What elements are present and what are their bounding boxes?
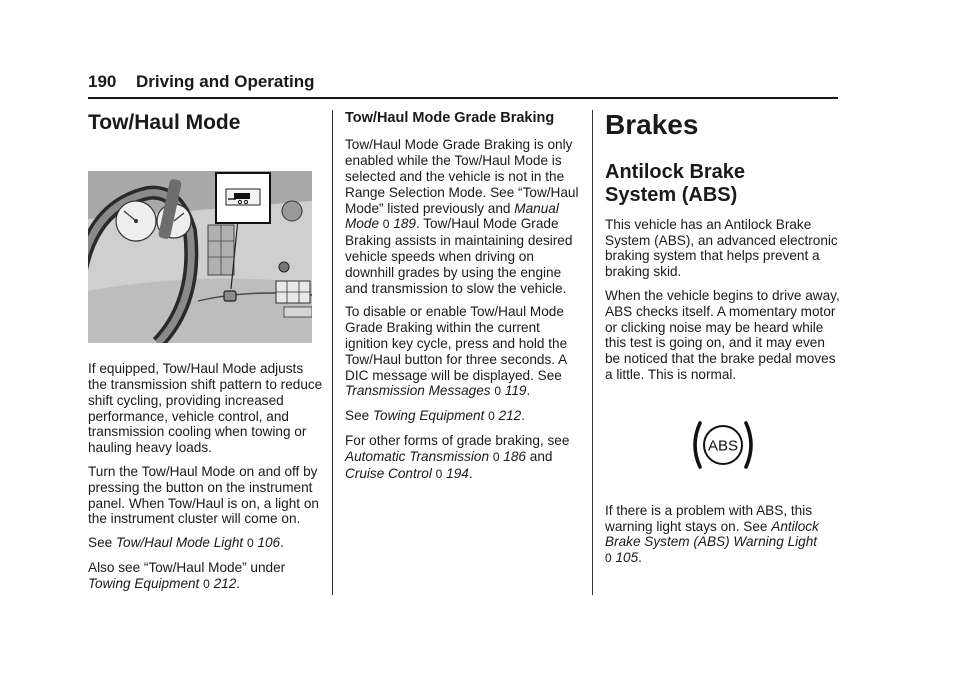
- brakes-heading: Brakes: [605, 109, 699, 140]
- ref-symbol: 0: [382, 217, 390, 232]
- ref-symbol: 0: [246, 536, 254, 551]
- ref-symbol: 0: [494, 384, 502, 399]
- abs-warning-icon: [690, 419, 756, 471]
- abs-warning-symbol: [605, 419, 841, 471]
- column-divider-2: [592, 110, 593, 595]
- abs-paragraph-3: If there is a problem with ABS, this warning light stays on. See Antilock Brake System (ABS) Warning Light 0 105.: [605, 502, 819, 566]
- towing-equipment-link[interactable]: Towing Equipment: [372, 408, 485, 424]
- automatic-transmission-link[interactable]: Automatic Transmission: [345, 448, 490, 464]
- cruise-control-link[interactable]: Cruise Control: [345, 465, 432, 481]
- grade-braking-paragraph-1: Tow/Haul Mode Grade Braking is only enabled while the Tow/Haul Mode is selected and the vehicle is not in the Range Selection Mode. See “Tow/Haul Mode” listed previously and Manual Mode 0 189. Tow/Haul Mode Grade Braking assists in maintaining desired vehicle speeds when driving on downhill grades by using the engine and transmission to slow the vehicle.: [345, 137, 579, 296]
- abs-heading: Antilock Brake System (ABS): [605, 160, 746, 206]
- grade-braking-paragraph-3: See Towing Equipment 0 212.: [345, 408, 526, 424]
- abs-paragraph-1: This vehicle has an Antilock Brake System (ABS), an advanced electronic braking system that helps prevent a braking skid.: [605, 216, 838, 280]
- abs-symbol-text: ABS: [707, 437, 739, 455]
- towing-equipment-link[interactable]: Towing Equipment: [88, 575, 200, 591]
- section-title: Driving and Operating: [136, 72, 315, 91]
- column-tow-haul: [88, 110, 324, 601]
- column-divider-1: [332, 110, 333, 595]
- tow-haul-paragraph-3: See Tow/Haul Mode Light 0 106.: [88, 535, 284, 551]
- page-header: [88, 70, 838, 98]
- page-number: 190: [88, 72, 117, 91]
- manual-mode-link[interactable]: Manual Mode: [345, 200, 559, 232]
- tow-haul-paragraph-2: Turn the Tow/Haul Mode on and off by pressing the button on the instrument panel. When Tow/Haul is on, a light on the instrument cluster will come on.: [88, 463, 319, 527]
- instrument-panel-illustration: [88, 171, 312, 343]
- column-brakes: [605, 110, 841, 575]
- tow-haul-light-link[interactable]: Tow/Haul Mode Light: [115, 535, 244, 551]
- abs-paragraph-2: When the vehicle begins to drive away, ABS checks itself. A momentary motor or clicking noise may be heard while this test is going on, and it may even be noticed that the brake pedal moves a little. This is normal.: [605, 287, 840, 382]
- ref-symbol: 0: [435, 466, 443, 481]
- ref-symbol: 0: [492, 449, 500, 464]
- abs-warning-light-link[interactable]: Antilock Brake System (ABS) Warning Light: [605, 518, 819, 550]
- grade-braking-heading: Tow/Haul Mode Grade Braking: [345, 110, 555, 126]
- ref-symbol: 0: [605, 551, 612, 566]
- column-grade-braking: [345, 110, 581, 490]
- header-rule: [88, 97, 838, 99]
- instrument-panel-drawing: [88, 171, 312, 343]
- tow-haul-paragraph-4: Also see “Tow/Haul Mode” under Towing Equipment 0 212.: [88, 559, 286, 591]
- grade-braking-paragraph-4: For other forms of grade braking, see Automatic Transmission 0 186 and Cruise Control 0 194.: [345, 432, 570, 481]
- tow-haul-paragraph-1: If equipped, Tow/Haul Mode adjusts the transmission shift pattern to reduce shift cycling, providing increased performance, vehicle control, and transmission cooling when towing or hauling heavy loads.: [88, 361, 323, 456]
- ref-symbol: 0: [488, 409, 495, 424]
- tow-haul-heading: Tow/Haul Mode: [88, 111, 241, 134]
- transmission-messages-link[interactable]: Transmission Messages: [345, 383, 491, 399]
- ref-symbol: 0: [203, 576, 210, 591]
- grade-braking-paragraph-2: To disable or enable Tow/Haul Mode Grade Braking within the current ignition key cycle, press and hold the Tow/Haul button for three seconds. A DIC message will be displayed. See Transmission Messages 0 119.: [345, 304, 568, 399]
